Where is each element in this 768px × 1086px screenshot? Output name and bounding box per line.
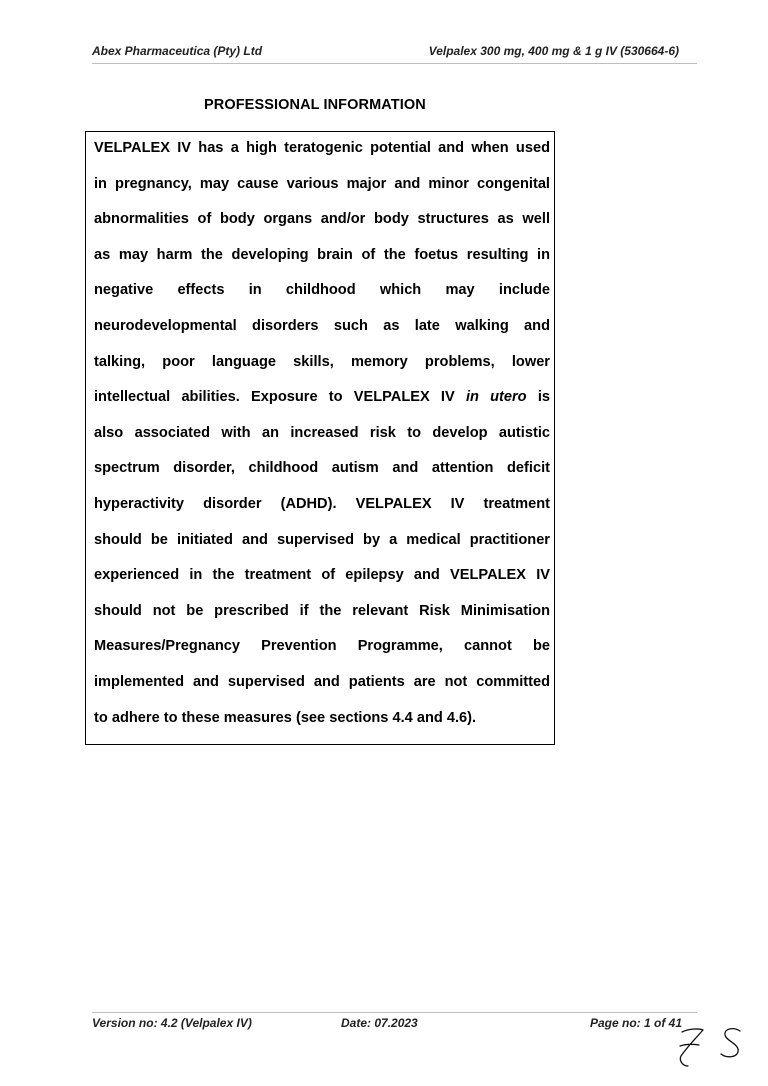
warning-line: should not be prescribed if the relevant Risk Minimisation — [94, 603, 550, 619]
warning-line: negative effects in childhood which may include — [94, 282, 550, 298]
warning-line: in pregnancy, may cause various major and minor congenital — [94, 176, 550, 192]
warning-line: Measures/Pregnancy Prevention Programme, cannot be — [94, 638, 550, 654]
warning-line: neurodevelopmental disorders such as late walking and — [94, 318, 550, 334]
warning-line: as may harm the developing brain of the foetus resulting in — [94, 247, 550, 263]
warning-line: should be initiated and supervised by a medical practitioner — [94, 532, 550, 548]
footer-date: Date: 07.2023 — [341, 1016, 418, 1030]
header-company: Abex Pharmaceutica (Pty) Ltd — [92, 44, 263, 58]
warning-line: experienced in the treatment of epilepsy and VELPALEX IV — [94, 567, 550, 583]
page-header — [92, 43, 697, 64]
warning-line: implemented and supervised and patients are not committed — [94, 674, 550, 690]
footer-version: Version no: 4.2 (Velpalex IV) — [92, 1016, 252, 1030]
warning-line: hyperactivity disorder (ADHD). VELPALEX IV treatment — [94, 496, 550, 512]
warning-line-text: is — [537, 389, 550, 405]
warning-line: to adhere to these measures (see sections 4.4 and 4.6). — [94, 710, 477, 726]
document-title: PROFESSIONAL INFORMATION — [204, 97, 426, 113]
warning-line: VELPALEX IV has a high teratogenic potential and when used — [94, 140, 550, 156]
handwritten-initials — [676, 1022, 746, 1072]
boxed-warning — [85, 131, 555, 745]
warning-line: talking, poor language skills, memory problems, lower — [94, 354, 550, 370]
page-footer — [92, 1012, 697, 1033]
warning-line-text: intellectual abilities. Exposure to VELPALEX IV — [94, 389, 455, 405]
in-utero-italic: in utero — [465, 389, 527, 405]
warning-line: spectrum disorder, childhood autism and attention deficit — [94, 460, 550, 476]
footer-page-number: Page no: 1 of 41 — [590, 1016, 683, 1030]
warning-line: abnormalities of body organs and/or body structures as well — [94, 211, 550, 227]
warning-line — [94, 387, 550, 407]
header-product: Velpalex 300 mg, 400 mg & 1 g IV (530664-6) — [428, 44, 679, 58]
warning-line: also associated with an increased risk to develop autistic — [94, 425, 550, 441]
